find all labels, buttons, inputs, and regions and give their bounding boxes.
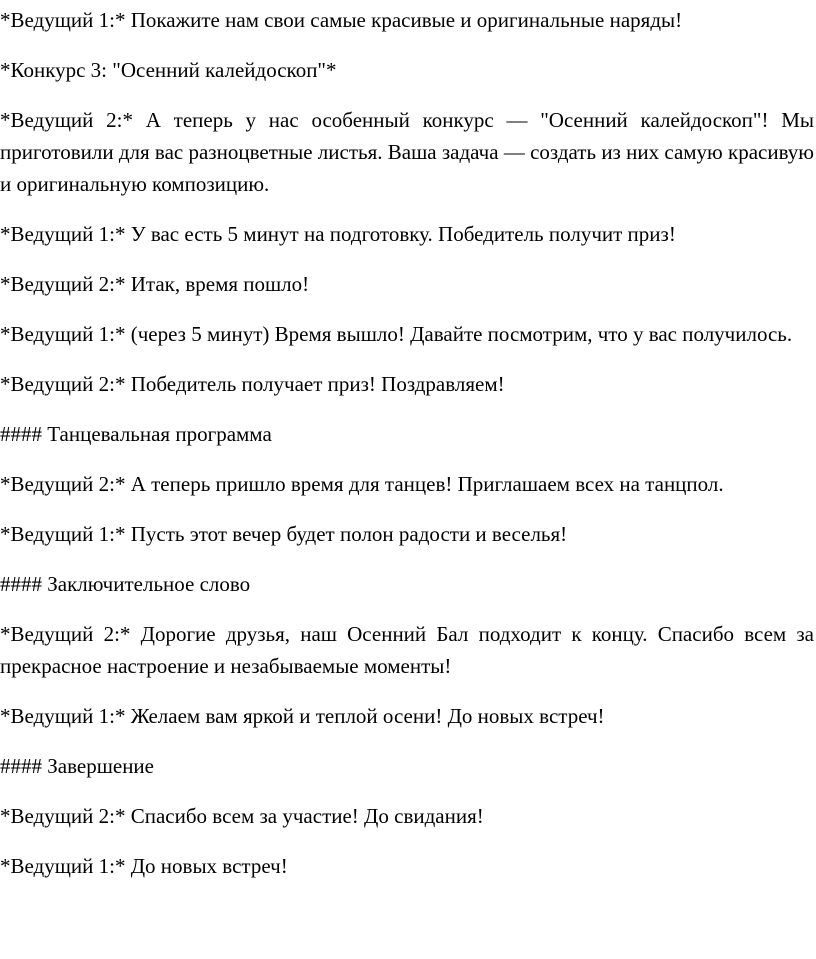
paragraph-host2-dance-invite: *Ведущий 2:* А теперь пришло время для танцев! Приглашаем всех на танцпол.	[0, 472, 724, 496]
paragraph-host2-goodbye: *Ведущий 2:* Спасибо всем за участие! До свидания!	[0, 804, 484, 828]
heading-closing-word: #### Заключительное слово	[0, 572, 251, 596]
heading-dance-program: #### Танцевальная программа	[0, 422, 272, 446]
paragraph-host1-outfits: *Ведущий 1:* Покажите нам свои самые красивые и оригинальные наряды!	[0, 8, 683, 32]
paragraph-host2-thanks: *Ведущий 2:* Дорогие друзья, наш Осенний Бал подходит к концу. Спасибо всем за прекрасное настроение и незабываемые моменты!	[0, 622, 814, 678]
paragraph-contest-3-title: *Конкурс 3: "Осенний калейдоскоп"*	[0, 58, 337, 82]
paragraph-host2-time-started: *Ведущий 2:* Итак, время пошло!	[0, 272, 310, 296]
paragraph-host2-contest-intro: *Ведущий 2:* А теперь у нас особенный конкурс — "Осенний калейдоскоп"! Мы приготовили для вас разноцветные листья. Ваша задача — создать из них самую красивую и оригинальную композицию.	[0, 108, 814, 196]
paragraph-host1-joy: *Ведущий 1:* Пусть этот вечер будет полон радости и веселья!	[0, 522, 568, 546]
paragraph-host1-wishes: *Ведущий 1:* Желаем вам яркой и теплой осени! До новых встреч!	[0, 704, 605, 728]
paragraph-host2-winner: *Ведущий 2:* Победитель получает приз! Поздравляем!	[0, 372, 505, 396]
paragraph-host1-time-up: *Ведущий 1:* (через 5 минут) Время вышло! Давайте посмотрим, что у вас получилось.	[0, 322, 793, 346]
paragraph-host1-preparation: *Ведущий 1:* У вас есть 5 минут на подготовку. Победитель получит приз!	[0, 222, 676, 246]
heading-ending: #### Завершение	[0, 754, 154, 778]
paragraph-host1-see-you: *Ведущий 1:* До новых встреч!	[0, 854, 288, 878]
